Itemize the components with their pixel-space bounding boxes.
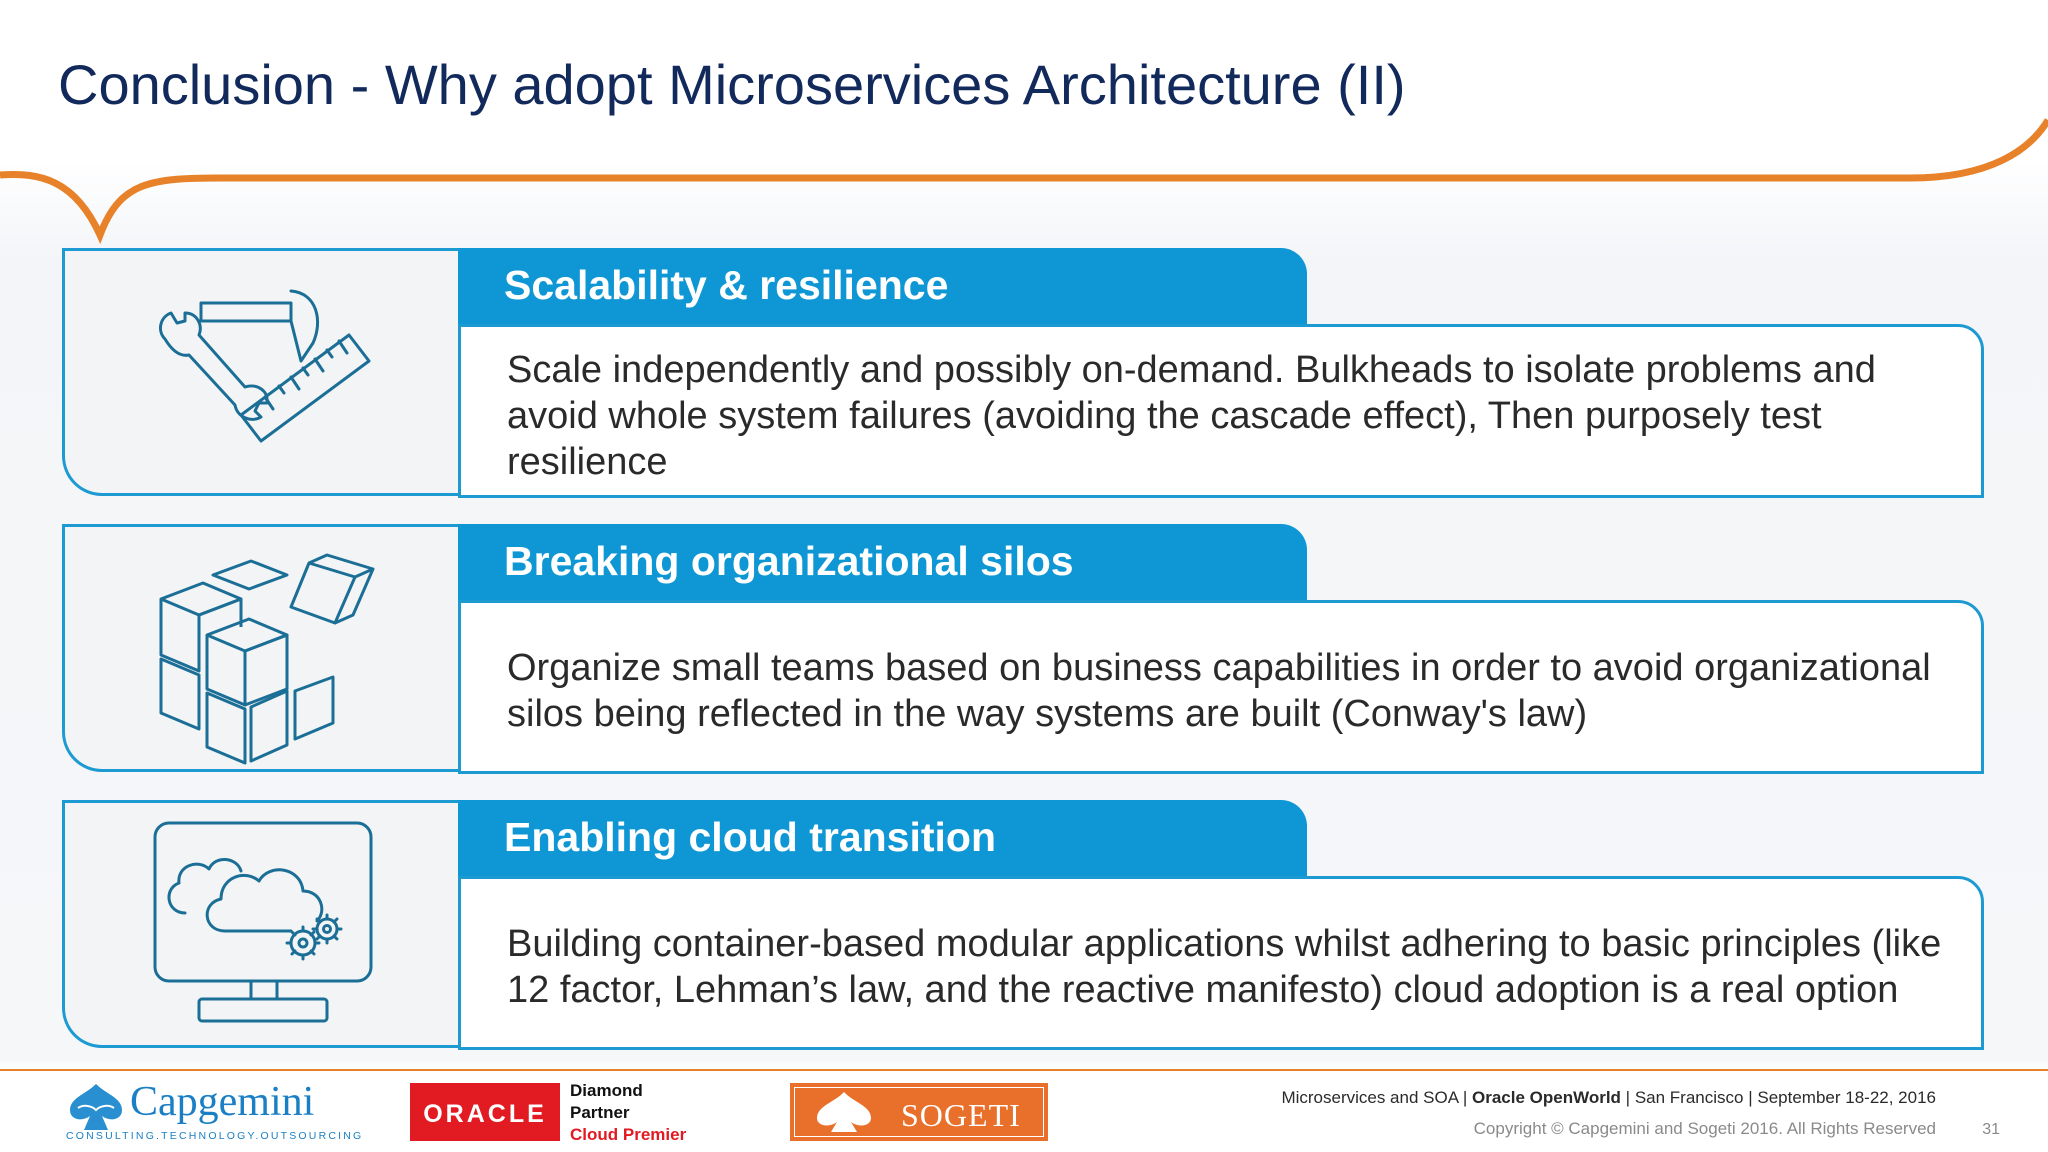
event-title: Microservices and SOA [1281, 1088, 1459, 1107]
cubes-icon [65, 527, 461, 775]
event-separator: | [1458, 1088, 1472, 1107]
card-header-tab [458, 524, 1307, 604]
capgemini-tagline: CONSULTING.TECHNOLOGY.OUTSOURCING [66, 1130, 364, 1142]
card-header-tab [458, 248, 1307, 328]
sogeti-wordmark: SOGETI [901, 1097, 1021, 1133]
event-dates: September 18-22, 2016 [1757, 1088, 1936, 1107]
sogeti-logo-frame [794, 1087, 1044, 1137]
footer-divider [0, 1069, 2048, 1071]
card-body-text: Scale independently and possibly on-demand. Bulkheads to isolate problems and avoid whole system failures (avoiding the cascade effect), Then purposely test resilience [507, 349, 1876, 483]
page-number: 31 [1982, 1121, 2000, 1138]
cloud-monitor-icon [65, 803, 461, 1051]
capgemini-spade-icon [64, 1080, 128, 1132]
card-icon-panel [62, 248, 458, 496]
badge-line-partner: Partner [570, 1103, 630, 1122]
card-icon-panel [62, 524, 458, 772]
card-header-tab [458, 800, 1307, 880]
card-body-text: Building container-based modular applications whilst adhering to basic principles (like 12 factor, Lehman’s law, and the reactive manifesto) cloud adoption is a real option [507, 923, 1942, 1011]
badge-line-cloud: Cloud Premier [570, 1125, 687, 1144]
footer-copyright: Copyright © Capgemini and Sogeti 2016. All Rights Reserved [1473, 1119, 1936, 1138]
card-icon-panel [62, 800, 458, 1048]
sogeti-logo [790, 1083, 1048, 1141]
card-cloud [62, 800, 1984, 1050]
oracle-partner-badge [570, 1080, 686, 1146]
footer-event-line [1281, 1088, 1936, 1108]
card-silos [62, 524, 1984, 774]
oracle-logo [410, 1083, 560, 1141]
tools-icon [65, 251, 461, 499]
event-separator: | [1743, 1088, 1758, 1107]
badge-line-diamond: Diamond [570, 1081, 643, 1100]
sogeti-spade-icon [809, 1090, 879, 1134]
event-location: San Francisco [1634, 1088, 1744, 1107]
card-header: Scalability & resilience [504, 262, 949, 308]
event-separator: | [1620, 1088, 1635, 1107]
card-scalability [62, 248, 1984, 498]
card-body-text: Organize small teams based on business capabilities in order to avoid organizational silos being reflected in the way systems are built (Conway's law) [507, 647, 1931, 735]
title-underline-swoosh [0, 110, 2048, 250]
card-body [458, 600, 1984, 774]
card-header: Breaking organizational silos [504, 538, 1074, 584]
slide-title: Conclusion - Why adopt Microservices Architecture (II) [58, 53, 1406, 116]
oracle-wordmark: ORACLE [423, 1100, 547, 1128]
capgemini-wordmark: Capgemini [130, 1079, 315, 1125]
event-conference: Oracle OpenWorld [1472, 1088, 1621, 1107]
card-body [458, 324, 1984, 498]
card-body [458, 876, 1984, 1050]
card-header: Enabling cloud transition [504, 814, 996, 860]
capgemini-logo [64, 1078, 364, 1144]
